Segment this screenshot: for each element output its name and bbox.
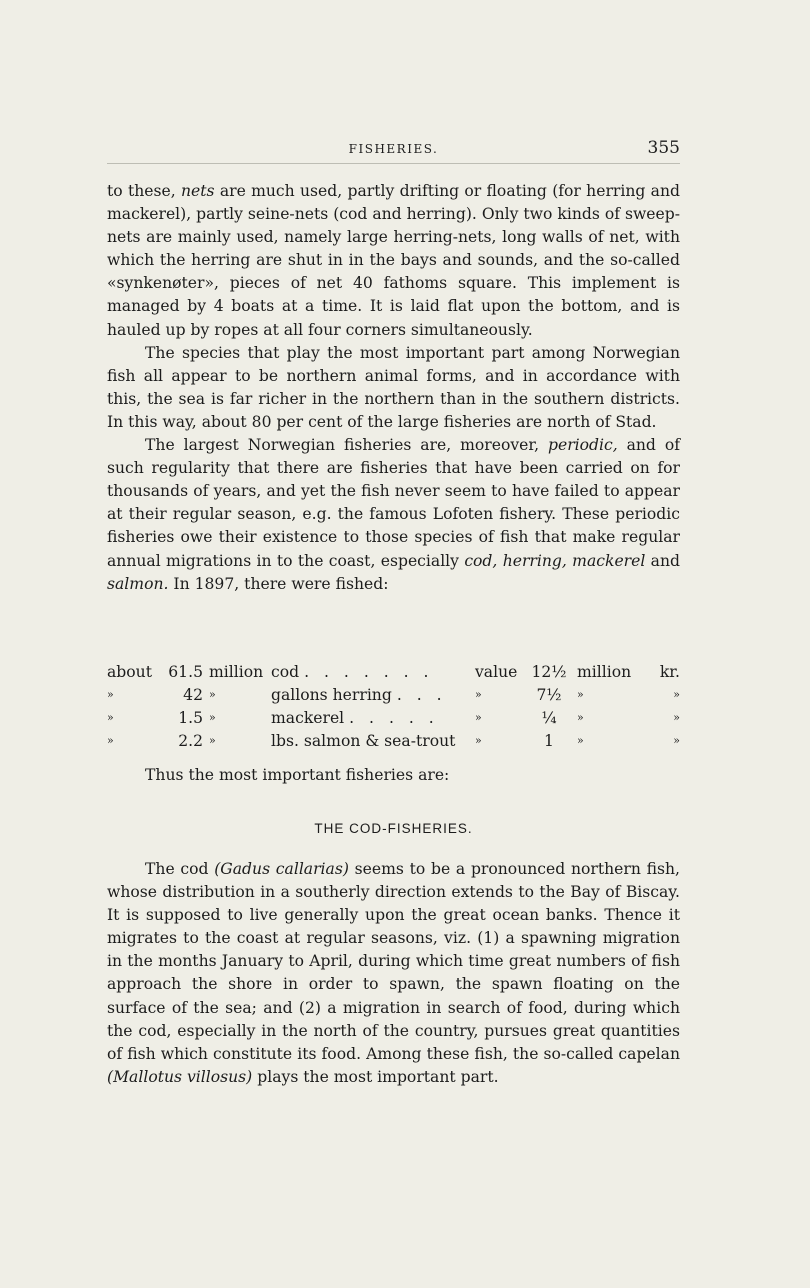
table-row: » 1.5 » mackerel . . . . . » ¼ » » <box>107 708 680 727</box>
paragraph-northern-species: The species that play the most important part among Norwegian fish all appear to be northern animal forms, and in accordance with this, the sea is far richer in the northern than in the southern districts. In this way, about 80 per cent of the large fisheries are north of Stad. <box>107 343 680 431</box>
table-row: about 61.5 million cod . . . . . . . value 12½ million kr. <box>107 662 680 681</box>
page-number: 355 <box>647 138 680 158</box>
emphasis-nets: nets <box>180 182 215 200</box>
body-text-cod <box>107 858 680 1089</box>
running-title: FISHERIES. <box>348 142 439 156</box>
paragraph-nets: to these, nets are much used, partly drifting or floating (for herring and mackerel), partly seine-nets (cod and herring). Only two kinds of sweep-nets are mainly used, namely large herring-nets, long walls of net, with which the herring are shut in in the bays and sounds, and the so-called «synkenøter», pieces of net 40 fathoms square. This implement is managed by 4 boats at a time. It is laid flat upon the bottom, and is hauled up by ropes at all four corners simultaneously. <box>107 182 680 339</box>
page-header <box>107 138 680 160</box>
table-row: » 2.2 » lbs. salmon & sea-trout » 1 » » <box>107 731 680 750</box>
summary-line: Thus the most important fisheries are: <box>145 766 450 784</box>
header-rule <box>107 163 680 164</box>
section-heading: THE COD-FISHERIES. <box>314 821 473 836</box>
paragraph-cod: The cod (Gadus callarias) seems to be a pronounced northern fish, whose distribution in a southerly direction extends to the Bay of Biscay. It is supposed to live generally upon the great ocean banks. Thence it migrates to the coast at regular seasons, viz. (1) a spawning migration in the months January to April, during which time great numbers of fish approach the shore in order to spawn, the spawn floating on the surface of the sea; and (2) a migration in search of food, during which the cod, especially in the north of the country, pursues great quantities of fish which constitute its food. Among these fish, the so-called capelan (Mallotus villosus) plays the most important part. <box>107 860 680 1086</box>
paragraph-periodic-fisheries: The largest Norwegian fisheries are, moreover, periodic, and of such regularity that there are fisheries that have been carried on for thousands of years, and yet the fish never seem to have failed to appear at their regular season, e.g. the famous Lofoten fishery. These periodic fisheries owe their existence to those species of fish that make regular annual migrations in to the coast, especially cod, herring, mackerel and salmon. In 1897, there were fished: <box>107 436 680 593</box>
table-row: » 42 » gallons herring . . . » 7½ » » <box>107 685 680 704</box>
catch-table <box>107 660 680 752</box>
body-text-top <box>107 180 680 596</box>
